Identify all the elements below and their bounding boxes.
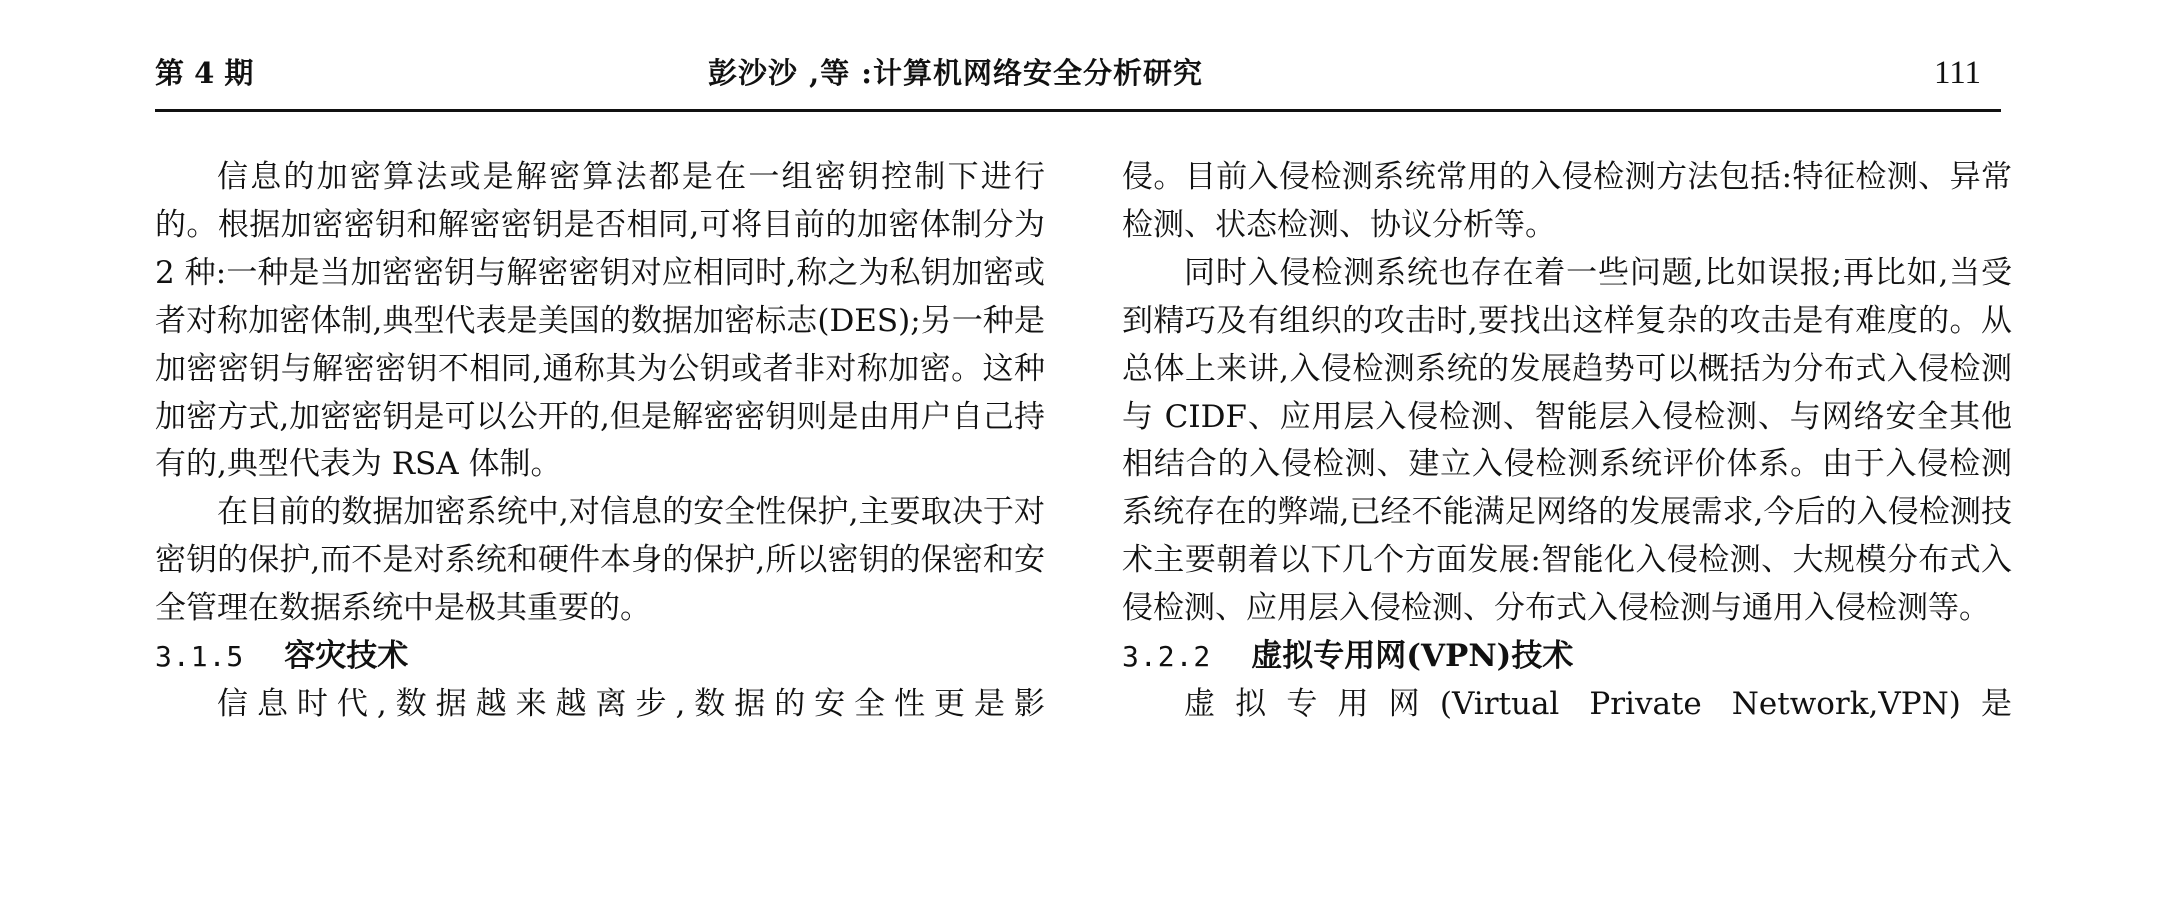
paragraph-key-protection: 在目前的数据加密系统中,对信息的安全性保护,主要取决于对密钥的保护,而不是对系统和硬件本身的保护,所以密钥的保密和安全管理在数据系统中是极其重要的。 (155, 494, 1045, 627)
paragraph-encryption-systems: 信息的加密算法或是解密算法都是在一组密钥控制下进行的。根据加密密钥和解密密钥是否相同,可将目前的加密体制分为 2 种:一种是当加密密钥与解密密钥对应相同时,称之为私钥加密或者对称加密体制,典型代表是美国的数据加密标志(DES);另一种是加密密钥与解密密钥不相同,通称其为公钥或者非对称加密。这种加密方式,加密密钥是可以公开的,但是解密密钥则是由用户自己持有的,典型代表为 RSA 体制。 (155, 159, 1045, 483)
page-number: 111 (1933, 55, 1981, 91)
header-rule (155, 109, 2001, 112)
right-column (1122, 154, 2012, 729)
section-number: 3.1.5 (155, 640, 245, 674)
section-heading-disaster-recovery (155, 633, 1045, 681)
paragraph-detection-trends: 同时入侵检测系统也存在着一些问题,比如误报;再比如,当受到精巧及有组织的攻击时,要找出这样复杂的攻击是有难度的。从总体上来讲,入侵检测系统的发展趋势可以概括为分布式入侵检测与 CIDF、应用层入侵检测、智能层入侵检测、与网络安全其他相结合的入侵检测、建立入侵检测系统评价体系。由于入侵检测系统存在的弊端,已经不能满足网络的发展需求,今后的入侵检测技术主要朝着以下几个方面发展:智能化入侵检测、大规模分布式入侵检测、应用层入侵检测、分布式入侵检测与通用入侵检测等。 (1122, 254, 2012, 627)
paragraph-detection-methods: 侵。目前入侵检测系统常用的入侵检测方法包括:特征检测、异常检测、状态检测、协议分析等。 (1122, 159, 2012, 243)
section-title: 容灾技术 (284, 638, 409, 675)
section-title: 虚拟专用网(VPN)技术 (1251, 638, 1574, 675)
running-title: 彭沙沙 ,等 :计算机网络安全分析研究 (708, 56, 1203, 90)
left-column (155, 154, 1045, 729)
section-heading-vpn (1122, 633, 2012, 681)
issue-number: 第 4 期 (155, 56, 254, 90)
paragraph-cut-off: 虚拟专用网(Virtual Private Network,VPN)是 (1184, 685, 2012, 722)
paragraph-cut-off: 信息时代,数据越来越离步,数据的安全性更是影 (217, 685, 1045, 722)
section-number: 3.2.2 (1122, 640, 1212, 674)
